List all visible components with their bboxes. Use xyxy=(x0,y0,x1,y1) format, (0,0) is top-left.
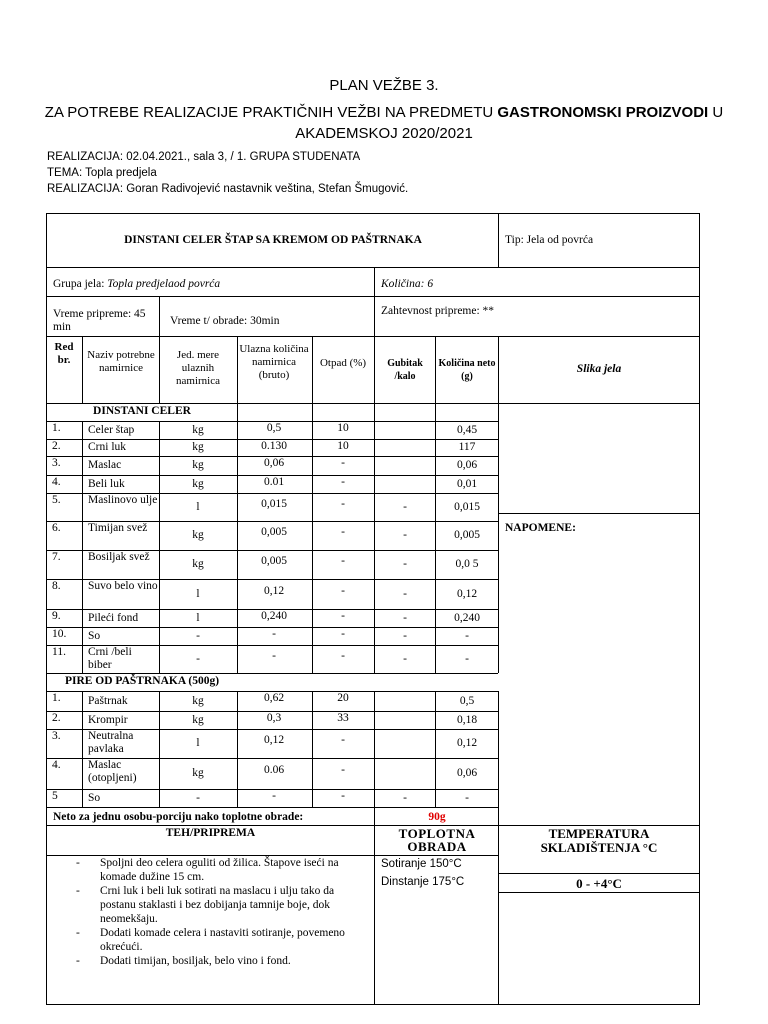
difficulty: Zahtevnost pripreme: ** xyxy=(381,305,495,317)
row-number: 4. xyxy=(52,476,61,488)
table-line xyxy=(159,296,160,336)
ingredient-otpad: - xyxy=(341,628,345,640)
ingredient-qty: 0,5 xyxy=(266,422,282,434)
ingredient-gubitak: - xyxy=(403,529,407,541)
ingredient-otpad: - xyxy=(341,650,345,662)
ingredient-qty: 0,005 xyxy=(261,555,287,567)
ingredient-qty: 0.06 xyxy=(263,764,285,776)
teh-header: TEH/PRIPREMA xyxy=(165,827,256,839)
ingredient-name: Maslac (otopljeni) xyxy=(88,759,137,784)
subtitle-text: ZA POTREBE REALIZACIJE PRAKTIČNIH VEŽBI NA PREDMETU xyxy=(44,104,498,121)
row-number: 11. xyxy=(52,646,66,658)
table-line xyxy=(374,403,375,421)
prep-step: - Spoljni deo celera oguliti od žilica. Štapove iseći na komade dužine 15 cm. xyxy=(60,856,370,884)
table-line xyxy=(312,336,313,403)
neto-value: 90g xyxy=(428,811,446,823)
ingredient-name: Timijan svež xyxy=(88,522,148,534)
table-line xyxy=(435,403,436,421)
ingredient-qty: - xyxy=(272,628,276,640)
ingredient-otpad: - xyxy=(341,476,345,488)
ingredient-name: So xyxy=(88,792,101,804)
ingredient-name: Crni /beli biber xyxy=(88,646,132,671)
col-ulazna: Ulazna količina namirnica (bruto) xyxy=(239,343,309,381)
ingredient-neto: 0,12 xyxy=(456,737,478,749)
prep-time: Vreme pripreme: 45 min xyxy=(53,308,146,333)
table-line xyxy=(82,691,83,807)
ingredient-otpad: - xyxy=(341,526,345,538)
temp-header: TEMPERATURA SKLADIŠTENJA °C xyxy=(540,826,658,855)
ingredient-neto: 0,005 xyxy=(454,529,480,541)
table-line xyxy=(237,403,238,421)
prep-step: - Crni luk i beli luk sotirati na maslacu i ulju tako da postanu staklasti i bez dobijanja tamnije boje, dok neomekšaju. xyxy=(60,884,370,926)
ingredient-neto: 117 xyxy=(458,441,476,453)
row-number: 1. xyxy=(52,422,61,434)
ingredient-qty: 0.01 xyxy=(263,476,285,488)
ingredient-unit: kg xyxy=(192,529,204,541)
ingredient-qty: 0,240 xyxy=(261,610,287,622)
ingredient-neto: - xyxy=(465,630,469,642)
ingredient-neto: 0,5 xyxy=(459,695,475,707)
row-number: 2. xyxy=(52,440,61,452)
row-number: 5. xyxy=(52,494,61,506)
recipe-name: DINSTANI CELER ŠTAP SA KREMOM OD PAŠTRNAKA xyxy=(124,234,422,246)
ingredient-neto: 0,240 xyxy=(454,612,480,624)
meta-realizatori: REALIZACIJA: Goran Radivojević nastavnik veština, Stefan Šmugović. xyxy=(47,183,409,195)
plan-title: PLAN VEŽBE 3. xyxy=(329,77,439,94)
col-jed: Jed. mere ulaznih namirnica xyxy=(176,349,220,387)
table-line xyxy=(374,855,498,856)
ingredient-qty: 0,62 xyxy=(263,692,285,704)
section-title: DINSTANI CELER xyxy=(93,405,191,417)
thermal-time: Vreme t/ obrade: 30min xyxy=(170,315,280,327)
napomene-label: NAPOMENE: xyxy=(505,522,576,534)
row-number: 2. xyxy=(52,712,61,724)
prep-step: - Dodati timijan, bosiljak, belo vino i fond. xyxy=(60,954,370,968)
ingredient-otpad: - xyxy=(341,555,345,567)
col-red: Red br. xyxy=(54,341,74,366)
ingredient-gubitak: - xyxy=(403,630,407,642)
ingredient-neto: 0,01 xyxy=(456,478,478,490)
ingredient-name: Pileći fond xyxy=(88,612,139,624)
ingredient-name: Paštrnak xyxy=(88,695,128,707)
table-line xyxy=(46,267,699,268)
table-line xyxy=(498,213,499,267)
meta-realizacija: REALIZACIJA: 02.04.2021., sala 3, / 1. GRUPA STUDENATA xyxy=(47,151,361,163)
ingredient-unit: - xyxy=(196,653,200,665)
row-number: 5 xyxy=(52,790,58,802)
ingredient-qty: 0,12 xyxy=(263,734,285,746)
ingredient-unit: l xyxy=(196,501,200,513)
ingredient-otpad: - xyxy=(341,764,345,776)
table-line xyxy=(435,336,436,403)
table-line xyxy=(82,336,83,403)
ingredient-unit: kg xyxy=(192,478,204,490)
table-line xyxy=(498,873,699,874)
ingredient-neto: 0,06 xyxy=(456,459,478,471)
ingredient-name: Beli luk xyxy=(88,478,125,490)
ingredient-neto: 0,45 xyxy=(456,424,478,436)
ingredient-unit: kg xyxy=(192,714,204,726)
recipe-group xyxy=(53,278,373,291)
table-line xyxy=(699,213,700,1004)
ingredient-name: So xyxy=(88,630,101,642)
row-number: 4. xyxy=(52,759,61,771)
row-number: 3. xyxy=(52,457,61,469)
col-otpad: Otpad (%) xyxy=(319,357,367,369)
table-line xyxy=(46,673,498,674)
ingredient-name: Maslinovo ulje xyxy=(88,494,158,506)
table-line xyxy=(374,691,375,807)
ingredient-qty: - xyxy=(272,790,276,802)
ingredient-unit: kg xyxy=(192,558,204,570)
ingredient-qty: 0.130 xyxy=(261,440,287,452)
ingredient-unit: - xyxy=(196,792,200,804)
toplotna-header: TOPLOTNA OBRADA xyxy=(398,826,476,854)
ingredient-qty: 0,015 xyxy=(261,498,287,510)
ingredient-otpad: - xyxy=(341,498,345,510)
row-number: 10. xyxy=(52,628,67,640)
academic-year: AKADEMSKOJ 2020/2021 xyxy=(295,125,473,142)
ingredient-neto: 0,0 5 xyxy=(455,558,479,570)
ingredient-unit: l xyxy=(196,737,200,749)
ingredient-gubitak: - xyxy=(403,501,407,513)
table-line xyxy=(498,807,499,1004)
table-line xyxy=(498,691,499,807)
table-line xyxy=(374,267,375,336)
temp-value: 0 - +4°C xyxy=(576,876,622,891)
ingredient-qty: 0,005 xyxy=(261,526,287,538)
ingredient-unit: - xyxy=(196,630,200,642)
row-number: 3. xyxy=(52,730,61,742)
ingredient-gubitak: - xyxy=(403,558,407,570)
table-line xyxy=(46,336,699,337)
ingredient-unit: l xyxy=(196,588,200,600)
col-slika: Slika jela xyxy=(576,363,622,375)
ingredient-otpad: - xyxy=(341,790,345,802)
table-line xyxy=(46,1004,700,1005)
ingredient-name: Celer štap xyxy=(88,424,135,436)
ingredient-unit: kg xyxy=(192,424,204,436)
row-number: 8. xyxy=(52,580,61,592)
ingredient-unit: kg xyxy=(192,441,204,453)
ingredient-qty: 0,06 xyxy=(263,457,285,469)
table-line xyxy=(46,213,700,214)
subtitle-suffix: U xyxy=(708,104,724,121)
ingredient-unit: kg xyxy=(192,695,204,707)
ingredient-neto: - xyxy=(465,653,469,665)
ingredient-gubitak: - xyxy=(403,612,407,624)
ingredient-gubitak: - xyxy=(403,588,407,600)
neto-label: Neto za jednu osobu-porciju nako toplotne obrade: xyxy=(53,811,304,823)
toplotna-dinstanje: Dinstanje 175°C xyxy=(381,876,465,888)
ingredient-name: Krompir xyxy=(88,714,128,726)
ingredient-qty: 0,3 xyxy=(266,712,282,724)
table-line xyxy=(498,336,499,403)
ingredient-otpad: - xyxy=(341,734,345,746)
ingredient-qty: - xyxy=(272,650,276,662)
recipe-group-value: Topla predjelaod povrća xyxy=(107,278,221,290)
subject-name: GASTRONOMSKI PROIZVODI xyxy=(497,104,709,121)
ingredient-gubitak: - xyxy=(403,653,407,665)
prep-step: - Dodati komade celera i nastaviti sotiranje, povemeno okrećući. xyxy=(60,926,370,954)
ingredient-otpad: - xyxy=(341,585,345,597)
ingredient-otpad: 10 xyxy=(337,440,349,452)
ingredient-neto: 0,18 xyxy=(456,714,478,726)
ingredient-unit: kg xyxy=(192,459,204,471)
ingredient-name: Crni luk xyxy=(88,441,127,453)
table-line xyxy=(46,403,699,404)
col-naziv: Naziv potrebne namirnice xyxy=(87,349,155,374)
ingredient-unit: kg xyxy=(192,767,204,779)
table-line xyxy=(498,421,499,673)
row-number: 6. xyxy=(52,522,61,534)
table-line xyxy=(46,296,699,297)
ingredient-neto: 0,06 xyxy=(456,767,478,779)
table-line xyxy=(374,825,375,1004)
ingredient-name: Bosiljak svež xyxy=(88,551,150,563)
col-neto: Količina neto (g) xyxy=(438,358,496,382)
row-number: 9. xyxy=(52,610,61,622)
section-title: PIRE OD PAŠTRNAKA (500g) xyxy=(64,675,220,687)
ingredient-otpad: - xyxy=(341,610,345,622)
row-number: 7. xyxy=(52,551,61,563)
ingredient-qty: 0,12 xyxy=(263,585,285,597)
ingredient-neto: - xyxy=(465,792,469,804)
ingredient-neto: 0,015 xyxy=(454,501,480,513)
table-line xyxy=(374,807,375,825)
table-line xyxy=(82,421,83,673)
ingredient-gubitak: - xyxy=(403,792,407,804)
ingredient-otpad: - xyxy=(341,457,345,469)
ingredient-otpad: 33 xyxy=(337,712,349,724)
recipe-quantity: Količina: 6 xyxy=(381,278,434,290)
ingredient-name: Maslac xyxy=(88,459,122,471)
col-gubitak: Gubitak /kalo xyxy=(387,358,423,382)
recipe-group-label: Grupa jela: xyxy=(53,278,108,290)
table-line xyxy=(498,403,499,421)
ingredient-neto: 0,12 xyxy=(456,588,478,600)
row-number: 1. xyxy=(52,692,61,704)
ingredient-name: Suvo belo vino xyxy=(88,580,158,592)
recipe-type: Tip: Jela od povrća xyxy=(505,234,594,246)
ingredient-name: Neutralna pavlaka xyxy=(88,730,134,755)
table-line xyxy=(312,403,313,421)
table-line xyxy=(46,807,498,808)
ingredient-otpad: 20 xyxy=(337,692,349,704)
prep-steps xyxy=(60,856,370,968)
meta-tema: TEMA: Topla predjela xyxy=(47,167,157,179)
ingredient-otpad: 10 xyxy=(337,422,349,434)
toplotna-sotiranje: Sotiranje 150°C xyxy=(381,858,462,870)
ingredient-unit: l xyxy=(196,612,200,624)
table-line xyxy=(498,892,699,893)
plan-subtitle xyxy=(0,102,768,144)
table-line xyxy=(498,513,699,514)
table-line xyxy=(374,336,375,403)
